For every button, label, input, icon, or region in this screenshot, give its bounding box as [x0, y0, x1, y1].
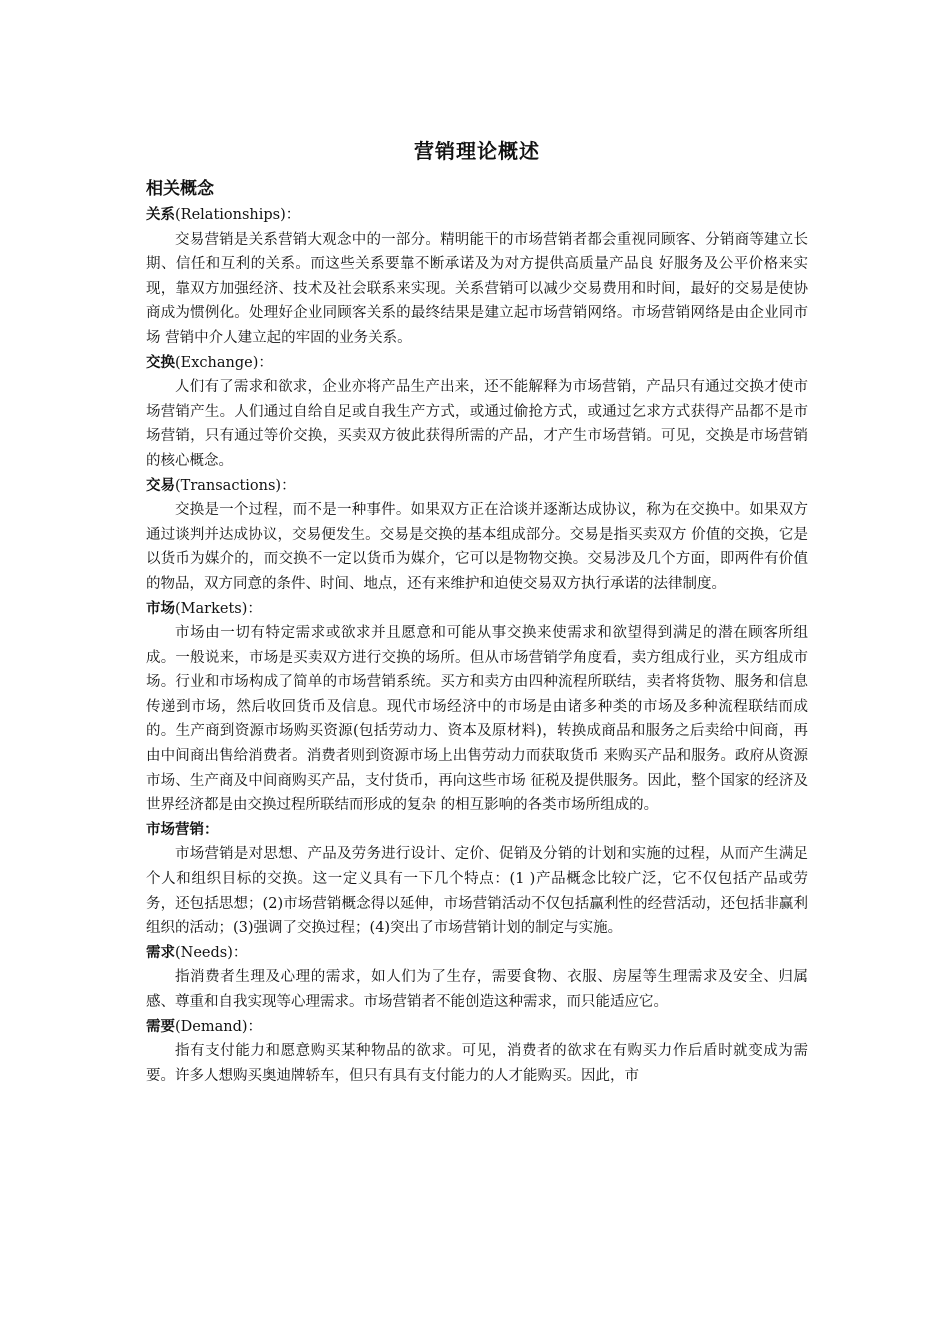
term-english: (Markets)：: [175, 600, 262, 617]
term-block-transactions: [146, 474, 808, 597]
term-name: 市场营销：: [146, 821, 219, 838]
section-heading: 相关概念: [146, 179, 214, 199]
term-paragraph: 指消费者生理及心理的需求，如人们为了生存，需要食物、衣服、房屋等生理需求及安全、归属感、尊重和自我实现等心理需求。市场营销者不能创造这种需求，而只能适应它。: [146, 969, 808, 1010]
term-english: (Relationships)：: [175, 207, 301, 223]
term-block-demand: [146, 1015, 808, 1089]
term-heading: [146, 1015, 808, 1040]
term-paragraph: 人们有了需求和欲求，企业亦将产品生产出来，还不能解释为市场营销，产品只有通过交换才使市场营销产生。人们通过自给自足或自我生产方式，或通过偷抢方式，或通过乞求方式获得产品都不是市场营销，只有通过等价交换，买卖双方彼此获得所需的产品，才产生市场营销。可见，交换是市场营销的核心概念。: [146, 379, 808, 469]
term-name: 需求: [146, 944, 175, 961]
term-paragraph: 市场由一切有特定需求或欲求并且愿意和可能从事交换来使需求和欲望得到满足的潜在顾客所组成。一般说来，市场是买卖双方进行交换的场所。但从市场营销学角度看，卖方组成行业，买方组成市场。行业和市场构成了简单的市场营销系统。买方和卖方由四种流程所联结，卖者将货物、服务和信息传递到市场，然后收回货币及信息。现代市场经济中的市场是由诸多种类的市场及多种流程联结而成的。生产商到资源市场购买资源(包括劳动力、资本及原材料)，转换成商品和服务之后卖给中间商，再由中间商出售给消费者。消费者则到资源市场上出售劳动力而获取货币 来购买产品和服务。政府从资源市场、生产商及中间商购买产品，支付货币，再向这些市场 征税及提供服务。因此，整个国家的经济及世界经济都是由交换过程所联结而形成的复杂 的相互影响的各类市场所组成的。: [146, 625, 808, 814]
term-block-relationships: [146, 203, 808, 351]
term-heading: [146, 818, 808, 843]
term-name: 交换: [146, 354, 175, 371]
term-heading: [146, 351, 808, 376]
term-paragraph: 市场营销是对思想、产品及劳务进行设计、定价、促销及分销的计划和实施的过程，从而产生满足个人和组织目标的交换。这一定义具有一下几个特点：(1 )产品概念比较广泛，它不仅包括产品或劳务，还包括思想；(2)市场营销概念得以延伸，市场营销活动不仅包括赢利性的经营活动，还包括非赢利组织的活动；(3)强调了交换过程；(4)突出了市场营销计划的制定与实施。: [146, 846, 808, 937]
term-english: (Demand)：: [175, 1018, 263, 1035]
term-name: 交易: [146, 477, 175, 494]
term-paragraph: 交换是一个过程，而不是一种事件。如果双方正在洽谈并逐渐达成协议，称为在交换中。如果双方通过谈判并达成协议，交易便发生。交易是交换的基本组成部分。交易是指买卖双方 价值的交换，它是以货币为媒介的，而交换不一定以货币为媒介，它可以是物物交换。交易涉及几个方面，即两件有价值的物品，双方同意的条件、时间、地点，还有来维护和迫使交易双方执行承诺的法律制度。: [146, 502, 808, 592]
term-block-marketing: [146, 818, 808, 941]
term-paragraph: 交易营销是关系营销大观念中的一部分。精明能干的市场营销者都会重视同顾客、分销商等建立长期、信任和互利的关系。而这些关系要靠不断承诺及为对方提供高质量产品良 好服务及公平价格来实现，靠双方加强经济、技术及社会联系来实现。关系营销可以减少交易费用和时间，最好的交易是使协商成为惯例化。处理好企业同顾客关系的最终结果是建立起市场营销网络。市场营销网络是由企业同市场 营销中介人建立起的牢固的业务关系。: [146, 231, 808, 346]
term-name: 关系: [146, 207, 175, 223]
term-block-needs: [146, 941, 808, 1015]
term-heading: [146, 941, 808, 966]
term-name: 需要: [146, 1018, 175, 1035]
term-english: (Exchange)：: [175, 354, 273, 371]
term-english: (Needs)：: [175, 944, 248, 961]
term-paragraph: 指有支付能力和愿意购买某种物品的欲求。可见，消费者的欲求在有购买力作后盾时就变成为需要。许多人想购买奥迪牌轿车，但只有具有支付能力的人才能购买。因此，市: [146, 1043, 808, 1084]
term-heading: [146, 474, 808, 499]
term-block-exchange: [146, 351, 808, 474]
document-title: 营销理论概述: [414, 139, 540, 163]
term-heading: [146, 597, 808, 622]
term-heading: [146, 203, 808, 228]
term-english: (Transactions)：: [175, 477, 296, 494]
term-name: 市场: [146, 600, 175, 617]
term-block-markets: [146, 597, 808, 818]
document-page: [146, 133, 808, 1088]
